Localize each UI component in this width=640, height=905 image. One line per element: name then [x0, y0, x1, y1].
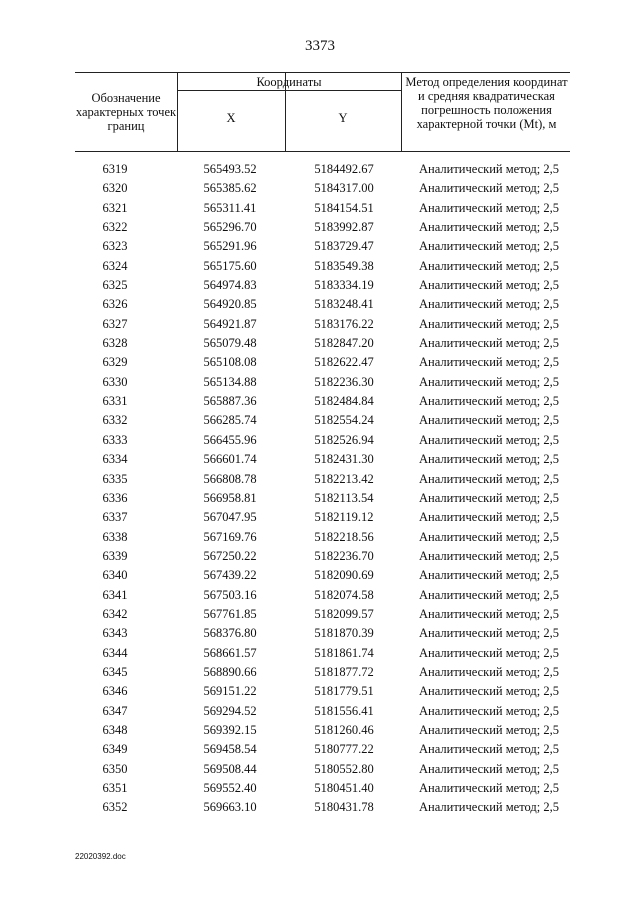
method: Аналитический метод; 2,5 — [419, 510, 559, 525]
table-row — [75, 199, 570, 218]
point-id: 6335 — [102, 471, 128, 486]
coord-y: 5182218.56 — [314, 529, 374, 544]
method: Аналитический метод; 2,5 — [419, 606, 559, 621]
point-id: 6334 — [102, 452, 128, 467]
coord-x: 568890.66 — [203, 664, 257, 679]
point-id: 6323 — [102, 239, 128, 254]
coord-x: 565385.62 — [203, 181, 257, 196]
method: Аналитический метод; 2,5 — [419, 800, 559, 815]
coord-x: 566455.96 — [203, 432, 257, 447]
table-row — [75, 334, 570, 353]
coord-x: 565311.41 — [203, 200, 257, 215]
table-row — [75, 431, 570, 450]
method: Аналитический метод; 2,5 — [419, 626, 559, 641]
page-number: 3373 — [305, 38, 335, 54]
header-method: Метод определения координат и средняя квадратическая погрешность положения характерной точки (Mt), м — [405, 75, 568, 131]
coord-x: 569663.10 — [203, 800, 257, 815]
table-row — [75, 682, 570, 701]
coord-x: 567503.16 — [203, 587, 257, 602]
table-row — [75, 257, 570, 276]
method: Аналитический метод; 2,5 — [419, 162, 559, 176]
coord-x: 565296.70 — [203, 220, 257, 235]
point-id: 6341 — [102, 587, 128, 602]
point-id: 6346 — [102, 684, 128, 699]
point-id: 6332 — [102, 413, 128, 428]
table-row — [75, 237, 570, 256]
point-id: 6320 — [102, 181, 128, 196]
coord-x: 566285.74 — [203, 413, 257, 428]
table-row — [75, 740, 570, 759]
method: Аналитический метод; 2,5 — [419, 316, 559, 331]
table-row — [75, 373, 570, 392]
coord-x: 568661.57 — [203, 645, 257, 660]
table-row — [75, 721, 570, 740]
coord-x: 565291.96 — [203, 239, 257, 254]
table-row — [75, 605, 570, 624]
method: Аналитический метод; 2,5 — [419, 336, 559, 351]
coord-y: 5180431.78 — [314, 800, 374, 815]
table-row — [75, 586, 570, 605]
point-id: 6328 — [102, 336, 128, 351]
point-id: 6343 — [102, 626, 128, 641]
point-id: 6345 — [102, 664, 128, 679]
table-row — [75, 411, 570, 430]
point-id: 6347 — [102, 703, 128, 718]
method: Аналитический метод; 2,5 — [419, 587, 559, 602]
coord-y: 5182431.30 — [314, 452, 374, 467]
point-id: 6344 — [102, 645, 128, 660]
table-row — [75, 353, 570, 372]
table-row — [75, 760, 570, 779]
coord-y: 5181779.51 — [314, 684, 374, 699]
point-id: 6326 — [102, 297, 128, 312]
coord-y: 5180552.80 — [314, 761, 374, 776]
table-row — [75, 624, 570, 643]
point-id: 6337 — [102, 510, 128, 525]
coord-y: 5181877.72 — [314, 664, 374, 679]
table-row — [75, 663, 570, 682]
table-row — [75, 295, 570, 314]
point-id: 6342 — [102, 606, 128, 621]
coord-x: 564921.87 — [203, 316, 257, 331]
coord-y: 5180777.22 — [314, 742, 374, 757]
coord-x: 569392.15 — [203, 722, 257, 737]
coord-x: 565887.36 — [203, 394, 257, 409]
coord-x: 565493.52 — [203, 162, 257, 176]
table-row — [75, 276, 570, 295]
method: Аналитический метод; 2,5 — [419, 645, 559, 660]
header-y: Y — [338, 111, 348, 125]
point-id: 6321 — [102, 200, 128, 215]
coord-x: 569458.54 — [203, 742, 257, 757]
method: Аналитический метод; 2,5 — [419, 761, 559, 776]
point-id: 6348 — [102, 722, 128, 737]
point-id: 6352 — [102, 800, 128, 815]
coord-y: 5182622.47 — [314, 355, 374, 370]
method: Аналитический метод; 2,5 — [419, 568, 559, 583]
method: Аналитический метод; 2,5 — [419, 471, 559, 486]
header-designation: Обозначение характерных точек границ — [75, 91, 177, 133]
point-id: 6351 — [102, 781, 128, 795]
table-row — [75, 218, 570, 237]
table-row — [75, 528, 570, 547]
coord-y: 5183248.41 — [314, 297, 374, 312]
coord-y: 5183729.47 — [314, 239, 374, 254]
method: Аналитический метод; 2,5 — [419, 220, 559, 235]
coord-y: 5182236.30 — [314, 374, 374, 389]
point-id: 6349 — [102, 742, 128, 757]
method: Аналитический метод; 2,5 — [419, 490, 559, 505]
table-row — [75, 508, 570, 527]
coord-x: 569508.44 — [203, 761, 257, 776]
coord-y: 5182113.54 — [314, 490, 374, 505]
coord-y: 5182847.20 — [314, 336, 374, 351]
point-id: 6330 — [102, 374, 128, 389]
table-row — [75, 702, 570, 721]
header-coordinates: Координаты — [256, 75, 322, 89]
coord-x: 566601.74 — [203, 452, 257, 467]
method: Аналитический метод; 2,5 — [419, 374, 559, 389]
coord-y: 5181260.46 — [314, 722, 374, 737]
coord-y: 5182119.12 — [314, 510, 374, 525]
table-row — [75, 179, 570, 198]
coord-y: 5182074.58 — [314, 587, 374, 602]
coord-y: 5183176.22 — [314, 316, 374, 331]
coord-x: 569294.52 — [203, 703, 257, 718]
method: Аналитический метод; 2,5 — [419, 355, 559, 370]
method: Аналитический метод; 2,5 — [419, 239, 559, 254]
point-id: 6325 — [102, 278, 128, 293]
coord-y: 5181556.41 — [314, 703, 374, 718]
method: Аналитический метод; 2,5 — [419, 181, 559, 196]
coord-y: 5184492.67 — [314, 162, 374, 176]
table-row — [75, 470, 570, 489]
coord-y: 5182213.42 — [314, 471, 374, 486]
coord-x: 564920.85 — [203, 297, 257, 312]
footer-filename: 22020392.doc — [75, 852, 126, 861]
method: Аналитический метод; 2,5 — [419, 742, 559, 757]
method: Аналитический метод; 2,5 — [419, 432, 559, 447]
point-id: 6324 — [102, 258, 128, 273]
table-row — [75, 489, 570, 508]
method: Аналитический метод; 2,5 — [419, 684, 559, 699]
coord-x: 566958.81 — [203, 490, 257, 505]
coord-x: 564974.83 — [203, 278, 257, 293]
coord-x: 565175.60 — [203, 258, 257, 273]
coord-x: 567439.22 — [203, 568, 257, 583]
method: Аналитический метод; 2,5 — [419, 548, 559, 563]
method: Аналитический метод; 2,5 — [419, 703, 559, 718]
point-id: 6340 — [102, 568, 128, 583]
point-id: 6331 — [102, 394, 128, 409]
coord-y: 5182236.70 — [314, 548, 374, 563]
table-row — [75, 566, 570, 585]
table-row — [75, 779, 570, 798]
coord-y: 5182484.84 — [314, 394, 374, 409]
method: Аналитический метод; 2,5 — [419, 200, 559, 215]
method: Аналитический метод; 2,5 — [419, 297, 559, 312]
table-row — [75, 547, 570, 566]
coord-y: 5182099.57 — [314, 606, 374, 621]
coord-y: 5184317.00 — [314, 181, 374, 196]
coord-x: 567169.76 — [203, 529, 257, 544]
coord-x: 567761.85 — [203, 606, 257, 621]
method: Аналитический метод; 2,5 — [419, 664, 559, 679]
coord-y: 5181870.39 — [314, 626, 374, 641]
table-row — [75, 392, 570, 411]
coord-y: 5184154.51 — [314, 200, 374, 215]
coord-x: 566808.78 — [203, 471, 257, 486]
method: Аналитический метод; 2,5 — [419, 258, 559, 273]
coord-y: 5182526.94 — [314, 432, 374, 447]
point-id: 6322 — [102, 220, 128, 235]
point-id: 6336 — [102, 490, 128, 505]
coord-x: 565108.08 — [203, 355, 257, 370]
table-row — [75, 798, 570, 817]
coord-x: 567250.22 — [203, 548, 257, 563]
coord-y: 5183992.87 — [314, 220, 374, 235]
point-id: 6329 — [102, 355, 128, 370]
coordinates-table — [75, 72, 570, 818]
table-header — [75, 72, 570, 152]
table-row — [75, 450, 570, 469]
method: Аналитический метод; 2,5 — [419, 529, 559, 544]
coord-y: 5181861.74 — [314, 645, 374, 660]
table-body — [75, 160, 570, 818]
method: Аналитический метод; 2,5 — [419, 394, 559, 409]
method: Аналитический метод; 2,5 — [419, 722, 559, 737]
coord-x: 569151.22 — [203, 684, 257, 699]
coord-x: 567047.95 — [203, 510, 257, 525]
point-id: 6319 — [102, 162, 128, 176]
coord-y: 5183334.19 — [314, 278, 374, 293]
point-id: 6339 — [102, 548, 128, 563]
method: Аналитический метод; 2,5 — [419, 413, 559, 428]
table-row — [75, 160, 570, 179]
table-row — [75, 315, 570, 334]
coord-x: 565079.48 — [203, 336, 257, 351]
coord-x: 568376.80 — [203, 626, 257, 641]
method: Аналитический метод; 2,5 — [419, 278, 559, 293]
point-id: 6350 — [102, 761, 128, 776]
header-x: X — [226, 111, 236, 125]
point-id: 6333 — [102, 432, 128, 447]
coord-x: 569552.40 — [203, 781, 257, 795]
point-id: 6338 — [102, 529, 128, 544]
method: Аналитический метод; 2,5 — [419, 452, 559, 467]
coord-y: 5180451.40 — [314, 781, 374, 795]
method: Аналитический метод; 2,5 — [419, 781, 559, 795]
coord-x: 565134.88 — [203, 374, 257, 389]
coord-y: 5183549.38 — [314, 258, 374, 273]
coord-y: 5182090.69 — [314, 568, 374, 583]
point-id: 6327 — [102, 316, 128, 331]
table-row — [75, 644, 570, 663]
coord-y: 5182554.24 — [314, 413, 374, 428]
